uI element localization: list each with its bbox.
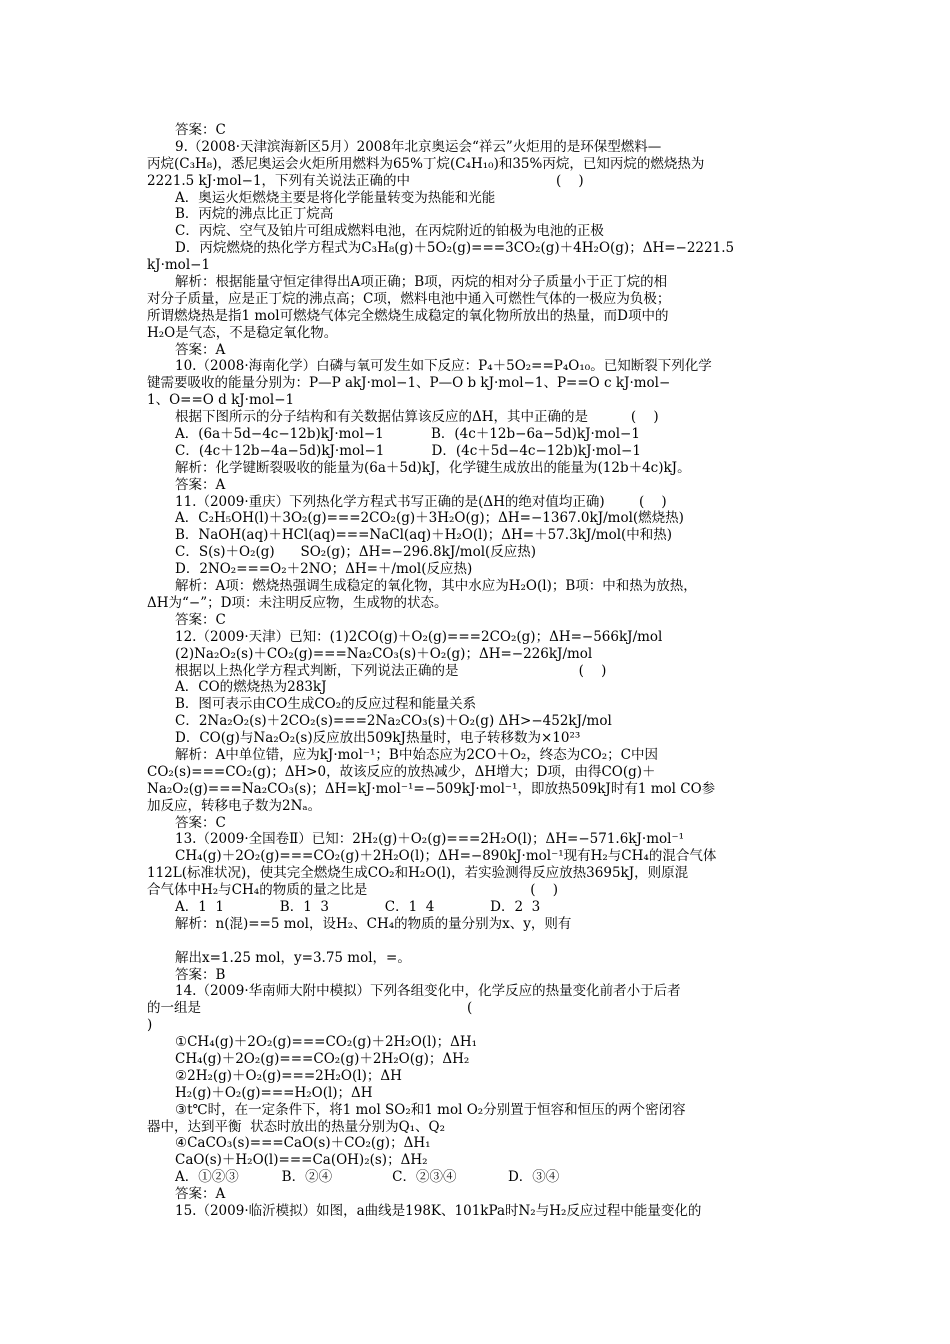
text-line: ΔH为“−”；D项：未注明反应物，生成物的状态。 xyxy=(147,594,448,611)
text-line: ③t℃时，在一定条件下，将1 mol SO₂和1 mol O₂分别置于恒容和恒压的两个密闭容 xyxy=(175,1101,686,1118)
text-line: 解出x=1.25 mol，y=3.75 mol，=。 xyxy=(175,949,411,966)
text-line: C．(4c＋12b−4a−5d)kJ·mol−1 D．(4c＋5d−4c−12b)kJ·mol−1 xyxy=(175,442,641,459)
text-line: 解析：化学键断裂吸收的能量为(6a＋5d)kJ，化学键生成放出的能量为(12b＋4c)kJ。 xyxy=(175,459,691,476)
text-line: 解析：A项：燃烧热强调生成稳定的氧化物，其中水应为H₂O(l)；B项：中和热为放热， xyxy=(175,578,697,595)
text-line: 2221.5 kJ·mol−1，下列有关说法正确的中 ( ) xyxy=(147,172,584,189)
text-line: B．图可表示由CO生成CO₂的反应过程和能量关系 xyxy=(175,696,477,713)
text-line: 的一组是 ( xyxy=(147,1000,473,1017)
text-line: 答案：A xyxy=(175,476,226,493)
text-line: 13.（2009·全国卷Ⅱ）已知：2H₂(g)＋O₂(g)===2H₂O(l)；ΔH=−571.6kJ·mol⁻¹ xyxy=(175,831,684,848)
text-line: A．CO的燃烧热为283kJ xyxy=(175,679,327,696)
text-line: 合气体中H₂与CH₄的物质的量之比是 ( ) xyxy=(147,882,558,899)
text-line: 12.（2009·天津）已知：(1)2CO(g)＋O₂(g)===2CO₂(g)；ΔH=−566kJ/mol xyxy=(175,628,663,645)
text-line: B．丙烷的沸点比正丁烷高 xyxy=(175,206,334,223)
text-line: A．C₂H₅OH(l)＋3O₂(g)===2CO₂(g)＋3H₂O(g)；ΔH=−1367.0kJ/mol(燃烧热) xyxy=(175,510,684,527)
text-line: 器中，达到平衡 状态时放出的热量分别为Q₁、Q₂ xyxy=(147,1118,446,1135)
text-line: D．2NO₂===O₂＋2NO；ΔH=＋/mol(反应热) xyxy=(175,561,473,578)
text-line: D．CO(g)与Na₂O₂(s)反应放出509kJ热量时，电子转移数为×10²³ xyxy=(175,730,581,747)
text-line: 14.（2009·华南师大附中模拟）下列各组变化中，化学反应的热量变化前者小于后者 xyxy=(175,983,681,1000)
text-line xyxy=(147,933,812,950)
text-line: 根据下图所示的分子结构和有关数据估算该反应的ΔH，其中正确的是 ( ) xyxy=(175,409,659,426)
text-line: 1、O==O d kJ·mol−1 xyxy=(147,392,295,409)
text-line: 15.（2009·临沂模拟）如图，a曲线是198K、101kPa时N₂与H₂反应过程中能量变化的 xyxy=(175,1203,702,1219)
text-line: 答案：C xyxy=(175,814,226,831)
text-line: ①CH₄(g)＋2O₂(g)===CO₂(g)＋2H₂O(l)；ΔH₁ xyxy=(175,1034,478,1051)
text-line: 112L(标准状况)，使其完全燃烧生成CO₂和H₂O(l)，若实验测得反应放热3695kJ，则原混 xyxy=(147,865,689,882)
text-line: kJ·mol−1 xyxy=(147,257,211,274)
text-line: A．1 1 B．1 3 C．1 4 D．2 3 xyxy=(175,898,541,915)
text-line: CH₄(g)＋2O₂(g)===CO₂(g)＋2H₂O(l)；ΔH=−890kJ·mol⁻¹现有H₂与CH₄的混合气体 xyxy=(175,848,717,865)
text-line: CO₂(s)===CO₂(g)；ΔH>0，故该反应的放热减少，ΔH增大；D项，由得CO(g)＋ xyxy=(147,763,656,780)
text-line: 10.（2008·海南化学）白磷与氧可发生如下反应：P₄＋5O₂==P₄O₁₀。已知断裂下列化学 xyxy=(175,358,712,375)
text-line: A．①②③ B．②④ C．②③④ D．③④ xyxy=(175,1169,560,1186)
text-line: 根据以上热化学方程式判断，下列说法正确的是 ( ) xyxy=(175,662,607,679)
text-line: 答案：C xyxy=(175,122,226,138)
text-line: 答案：B xyxy=(175,966,226,983)
text-line: D．丙烷燃烧的热化学方程式为C₃H₈(g)＋5O₂(g)===3CO₂(g)＋4H₂O(g)；ΔH=−2221.5 xyxy=(175,240,735,257)
text-line: 键需要吸收的能量分别为：P—P akJ·mol−1、P—O b kJ·mol−1、P==O c kJ·mol− xyxy=(147,375,671,392)
text-line: 加反应，转移电子数为2Nₐ。 xyxy=(147,797,322,814)
text-line: 对分子质量，应是正丁烷的沸点高；C项，燃料电池中通入可燃性气体的一极应为负极； xyxy=(147,290,671,307)
text-line: 解析：根据能量守恒定律得出A项正确；B项，丙烷的相对分子质量小于正丁烷的相 xyxy=(175,274,668,291)
text-line: CaO(s)＋H₂O(l)===Ca(OH)₂(s)；ΔH₂ xyxy=(175,1152,428,1169)
text-line: ②2H₂(g)＋O₂(g)===2H₂O(l)；ΔH xyxy=(175,1067,402,1084)
text-line: 答案：A xyxy=(175,1186,226,1203)
text-line: A．奥运火炬燃烧主要是将化学能量转变为热能和光能 xyxy=(175,189,496,206)
text-line: H₂(g)＋O₂(g)===H₂O(l)；ΔH xyxy=(175,1084,373,1101)
text-line: C．S(s)＋O₂(g) SO₂(g)；ΔH=−296.8kJ/mol(反应热) xyxy=(175,544,537,561)
text-line: C．2Na₂O₂(s)＋2CO₂(s)===2Na₂CO₃(s)＋O₂(g) ΔH>−452kJ/mol xyxy=(175,713,612,730)
text-line: 9.（2008·天津滨海新区5月）2008年北京奥运会“祥云”火炬用的是环保型燃料— xyxy=(175,138,662,155)
text-line: 答案：C xyxy=(175,611,226,628)
text-line: 解析：A中单位错，应为kJ·mol⁻¹；B中始态应为2CO＋O₂，终态为CO₂；C中因 xyxy=(175,746,658,763)
text-line: A．(6a＋5d−4c−12b)kJ·mol−1 B．(4c＋12b−6a−5d)kJ·mol−1 xyxy=(175,426,640,443)
document-body xyxy=(147,122,812,1220)
text-line: B．NaOH(aq)＋HCl(aq)===NaCl(aq)＋H₂O(l)；ΔH=＋57.3kJ/mol(中和热) xyxy=(175,527,673,544)
text-line: CH₄(g)＋2O₂(g)===CO₂(g)＋2H₂O(g)；ΔH₂ xyxy=(175,1050,470,1067)
text-line: (2)Na₂O₂(s)＋CO₂(g)===Na₂CO₃(s)＋O₂(g)；ΔH=−226kJ/mol xyxy=(175,645,593,662)
text-line: 11.（2009·重庆）下列热化学方程式书写正确的是(ΔH的绝对值均正确) ( ) xyxy=(175,493,667,510)
text-line: 答案：A xyxy=(175,341,226,358)
text-line: 解析：n(混)==5 mol，设H₂、CH₄的物质的量分别为x、y，则有 xyxy=(175,915,572,932)
text-line: ④CaCO₃(s)===CaO(s)＋CO₂(g)；ΔH₁ xyxy=(175,1135,431,1152)
text-line: Na₂O₂(g)===Na₂CO₃(s)；ΔH=kJ·mol⁻¹=−509kJ·mol⁻¹，即放热509kJ时有1 mol CO参 xyxy=(147,780,716,797)
text-line: 丙烷(C₃H₈)，悉尼奥运会火炬所用燃料为65%丁烷(C₄H₁₀)和35%丙烷，已知丙烷的燃烧热为 xyxy=(147,155,705,172)
text-line: H₂O是气态，不是稳定氧化物。 xyxy=(147,324,338,341)
text-line: ) xyxy=(147,1017,153,1034)
text-line: C．丙烷、空气及铂片可组成燃料电池，在丙烷附近的铂极为电池的正极 xyxy=(175,223,604,240)
text-line: 所谓燃烧热是指1 mol可燃烧气体完全燃烧生成稳定的氧化物所放出的热量，而D项中的 xyxy=(147,307,669,324)
